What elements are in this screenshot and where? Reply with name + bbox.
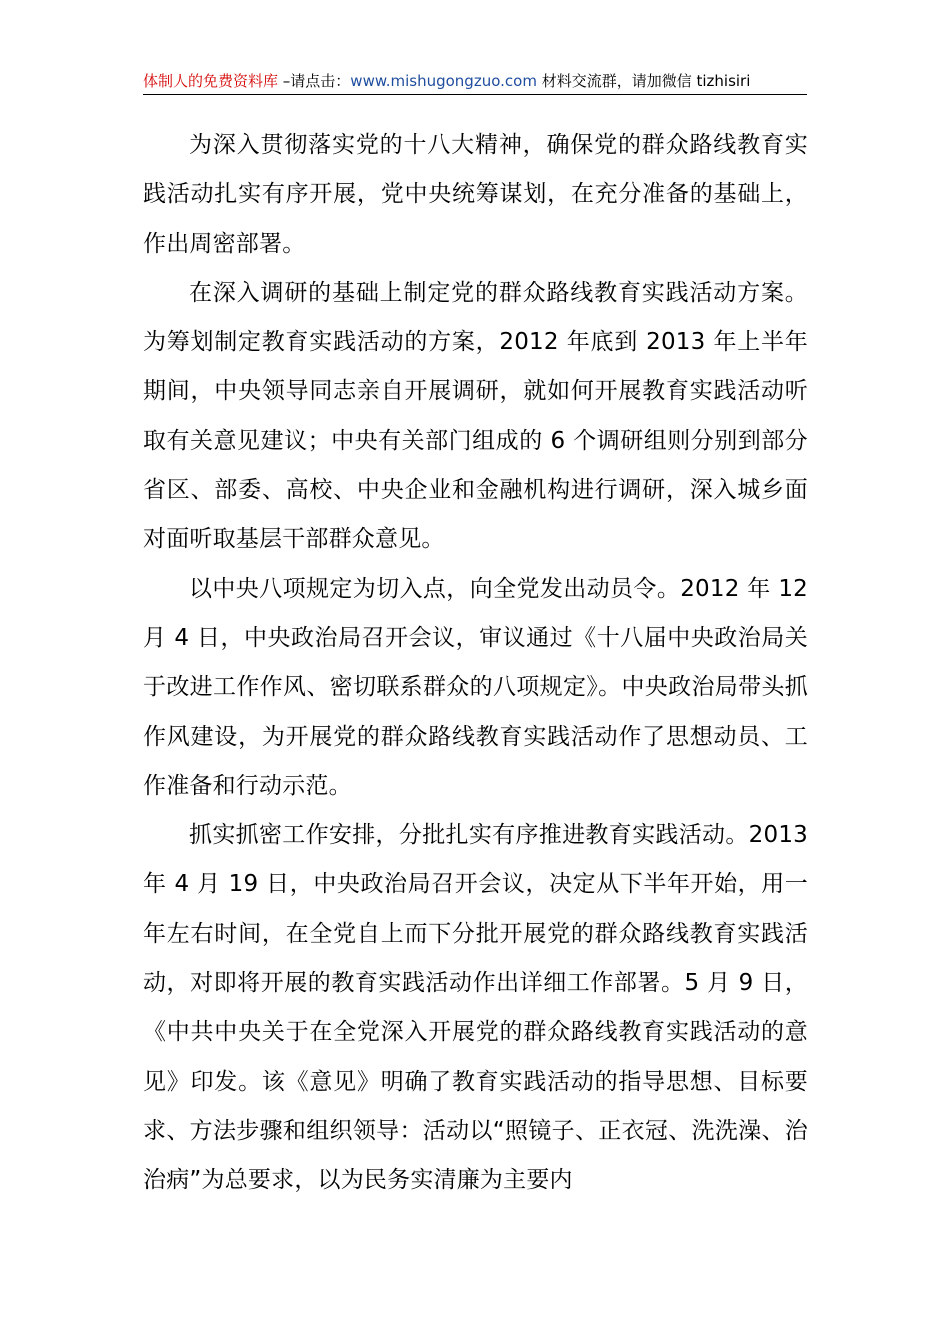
- header-contact: 材料交流群，请加微信 tizhisiri: [536, 72, 751, 90]
- document-body: [143, 121, 808, 1206]
- paragraph-eight-rules: 以中央八项规定为切入点，向全党发出动员令。2012 年 12 月 4 日，中央政治局召开会议，审议通过《十八届中央政治局关于改进工作作风、密切联系群众的八项规定》。中央政治局带头抓作风建设，为开展党的群众路线教育实践活动作了思想动员、工作准备和行动示范。: [143, 575, 808, 799]
- page-header: [143, 70, 807, 95]
- header-link[interactable]: www.mishugongzuo.com: [350, 72, 537, 90]
- header-brand: 体制人的免费资料库: [143, 72, 279, 90]
- paragraph-research: 在深入调研的基础上制定党的群众路线教育实践活动方案。为筹划制定教育实践活动的方案，2012 年底到 2013 年上半年期间，中央领导同志亲自开展调研，就如何开展教育实践活动听取有关意见建议；中央有关部门组成的 6 个调研组则分别到部分省区、部委、高校、中央企业和金融机构进行调研，深入城乡面对面听取基层干部群众意见。: [143, 279, 808, 553]
- paragraph-work-arrangement: 抓实抓密工作安排，分批扎实有序推进教育实践活动。2013 年 4 月 19 日，中央政治局召开会议，决定从下半年开始，用一年左右时间，在全党自上而下分批开展党的群众路线教育实践活动，对即将开展的教育实践活动作出详细工作部署。5 月 9 日，《中共中央关于在全党深入开展党的群众路线教育实践活动的意见》印发。该《意见》明确了教育实践活动的指导思想、目标要求、方法步骤和组织领导：活动以“照镜子、正衣冠、洗洗澡、治治病”为总要求，以为民务实清廉为主要内: [143, 822, 808, 1194]
- paragraph-intro: 为深入贯彻落实党的十八大精神，确保党的群众路线教育实践活动扎实有序开展，党中央统筹谋划，在充分准备的基础上，作出周密部署。: [143, 132, 808, 257]
- header-separator: –请点击：: [278, 72, 351, 90]
